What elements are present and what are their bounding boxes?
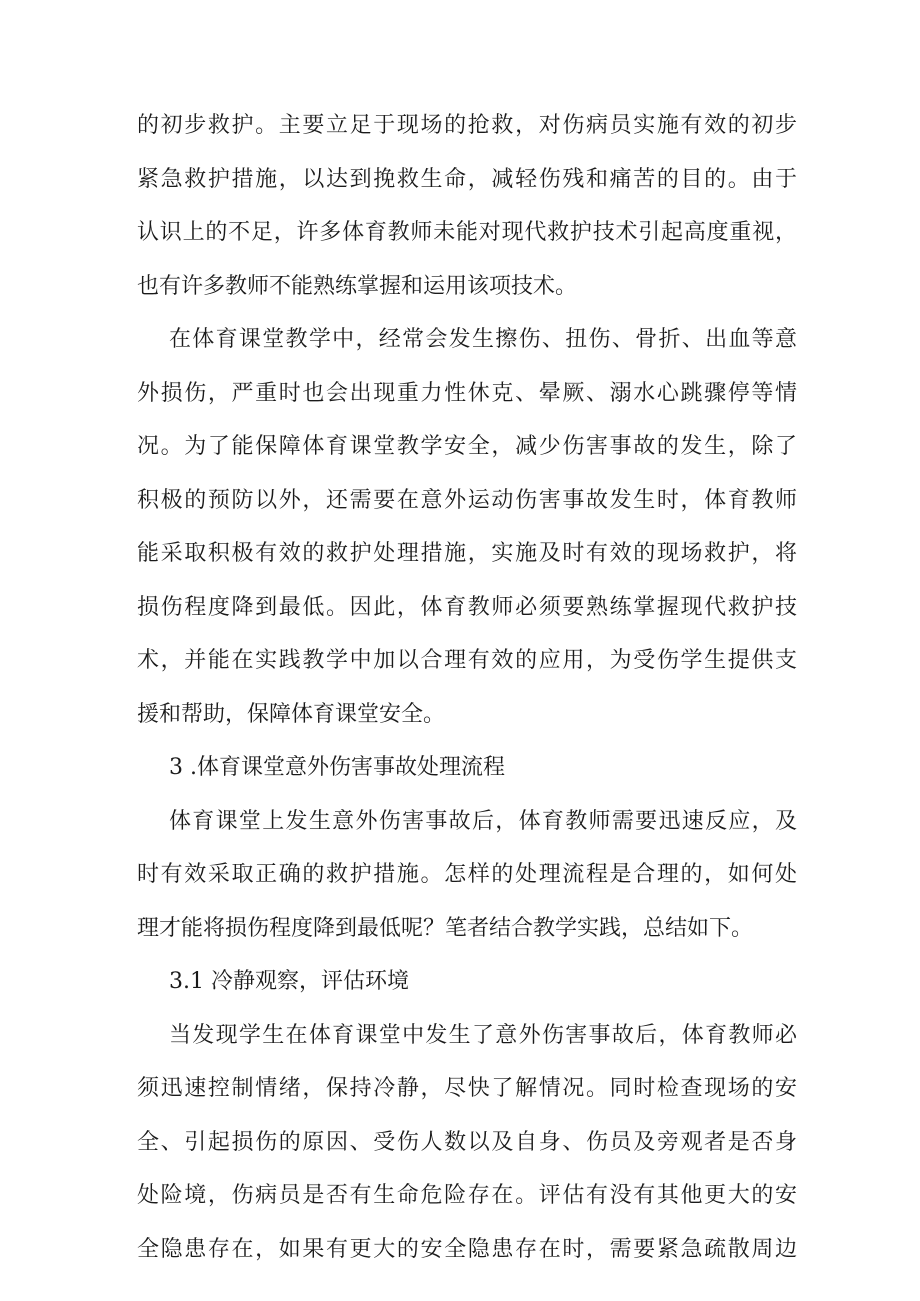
paragraph-line: 也有许多教师不能熟练掌握和运用该项技术。: [137, 274, 578, 299]
paragraph-line: 紧急救护措施，以达到挽救生命，减轻伤残和痛苦的目的。由于: [137, 167, 797, 192]
paragraph-line: 体育课堂上发生意外伤害事故后，体育教师需要迅速反应，及: [169, 809, 797, 834]
paragraph-line: 认识上的不足，许多体育教师未能对现代救护技术引起高度重视，: [137, 220, 797, 245]
paragraph-line: 况。为了能保障体育课堂教学安全，减少伤害事故的发生，除了: [137, 434, 797, 459]
section-heading: 3 .体育课堂意外伤害事故处理流程: [169, 755, 505, 780]
paragraph-line: 全隐患存在，如果有更大的安全隐患存在时，需要紧急疏散周边: [137, 1237, 797, 1262]
paragraph-line: 外损伤，严重时也会出现重力性休克、晕厥、溺水心跳骤停等情: [137, 381, 797, 406]
paragraph-line: 在体育课堂教学中，经常会发生擦伤、扭伤、骨折、出血等意: [169, 327, 797, 352]
paragraph-line: 当发现学生在体育课堂中发生了意外伤害事故后，体育教师必: [169, 1023, 797, 1048]
paragraph-line: 全、引起损伤的原因、受伤人数以及自身、伤员及旁观者是否身: [137, 1130, 797, 1155]
paragraph-line: 时有效采取正确的救护措施。怎样的处理流程是合理的，如何处: [137, 862, 797, 887]
paragraph-line: 的初步救护。主要立足于现场的抢救，对伤病员实施有效的初步: [137, 113, 797, 138]
paragraph-line: 理才能将损伤程度降到最低呢？笔者结合教学实践，总结如下。: [137, 916, 754, 941]
paragraph-line: 损伤程度降到最低。因此，体育教师必须要熟练掌握现代救护技: [137, 595, 797, 620]
paragraph-line: 积极的预防以外，还需要在意外运动伤害事故发生时，体育教师: [137, 488, 797, 513]
paragraph-line: 援和帮助，保障体育课堂安全。: [137, 702, 446, 727]
subsection-heading: 3.1 冷静观察，评估环境: [169, 969, 409, 994]
paragraph-line: 能采取积极有效的救护处理措施，实施及时有效的现场救护，将: [137, 541, 797, 566]
paragraph-line: 须迅速控制情绪，保持冷静，尽快了解情况。同时检查现场的安: [137, 1076, 797, 1101]
paragraph-line: 术，并能在实践教学中加以合理有效的应用，为受伤学生提供支: [137, 648, 797, 673]
paragraph-line: 处险境，伤病员是否有生命危险存在。评估有没有其他更大的安: [137, 1183, 797, 1208]
